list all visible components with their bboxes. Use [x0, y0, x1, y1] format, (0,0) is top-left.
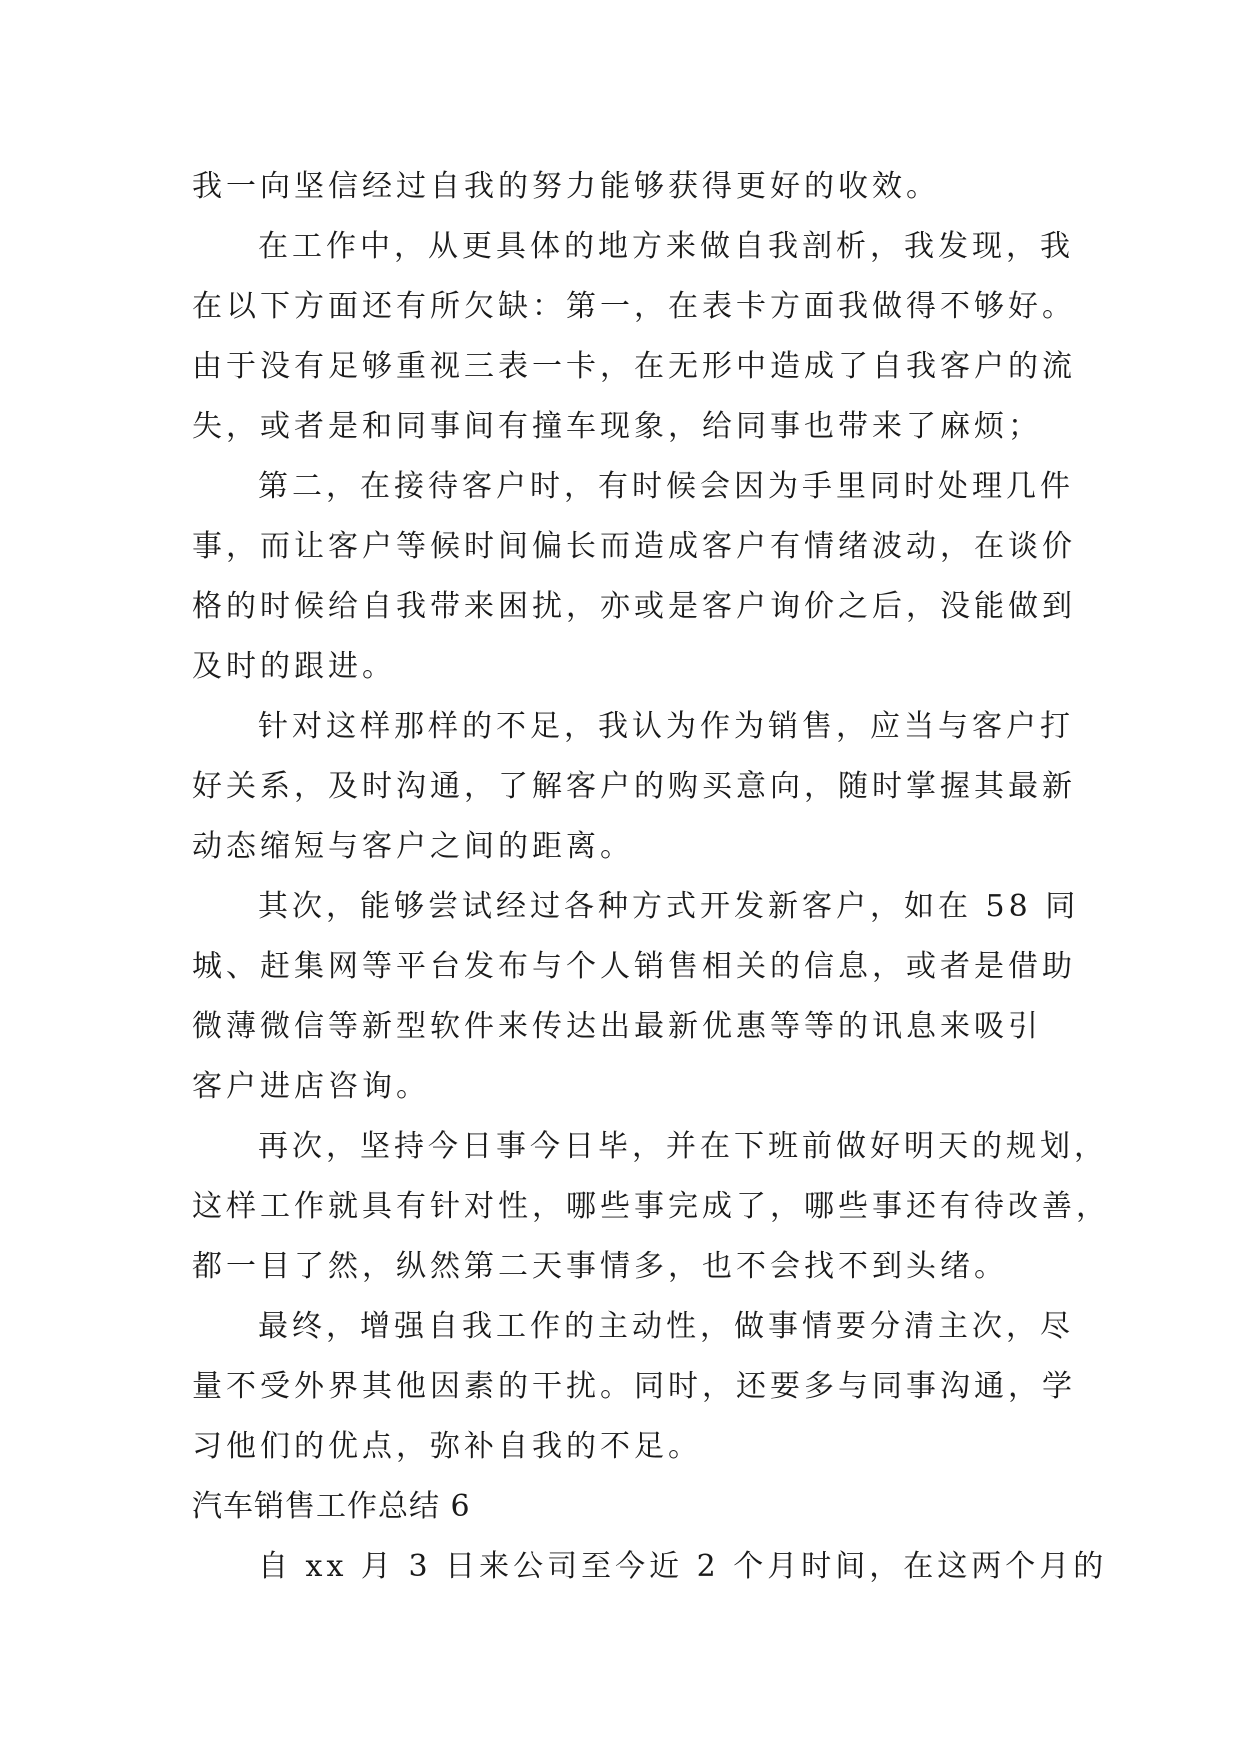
text-line: 格的时候给自我带来困扰，亦或是客户询价之后，没能做到: [192, 589, 1076, 624]
text-line: 这样工作就具有针对性，哪些事完成了，哪些事还有待改善，: [192, 1189, 1110, 1224]
text-line: 量不受外界其他因素的干扰。同时，还要多与同事沟通，学: [192, 1369, 1076, 1404]
text-line: 再次，坚持今日事今日毕，并在下班前做好明天的规划，: [258, 1129, 1108, 1164]
text-line: 微薄微信等新型软件来传达出最新优惠等等的讯息来吸引: [192, 1009, 1042, 1044]
text-line: 好关系，及时沟通，了解客户的购买意向，随时掌握其最新: [192, 769, 1076, 804]
text-line: 最终，增强自我工作的主动性，做事情要分清主次，尽: [258, 1309, 1074, 1344]
text-line: 及时的跟进。: [192, 649, 396, 684]
text-line: 我一向坚信经过自我的努力能够获得更好的收效。: [192, 169, 940, 204]
text-line: 客户进店咨询。: [192, 1069, 430, 1104]
text-line: 事，而让客户等候时间偏长而造成客户有情绪波动，在谈价: [192, 529, 1076, 564]
text-line: 其次，能够尝试经过各种方式开发新客户，如在 58 同: [258, 889, 1080, 924]
text-line: 第二，在接待客户时，有时候会因为手里同时处理几件: [258, 469, 1074, 504]
text-line: 失，或者是和同事间有撞车现象，给同事也带来了麻烦；: [192, 409, 1042, 444]
text-line: 在以下方面还有所欠缺：第一，在表卡方面我做得不够好。: [192, 289, 1076, 324]
text-line: 由于没有足够重视三表一卡，在无形中造成了自我客户的流: [192, 349, 1076, 384]
document-body: [192, 157, 1110, 1597]
text-line: 动态缩短与客户之间的距离。: [192, 829, 634, 864]
text-line: 都一目了然，纵然第二天事情多，也不会找不到头绪。: [192, 1249, 1008, 1284]
text-line: 习他们的优点，弥补自我的不足。: [192, 1429, 702, 1464]
text-line: 城、赶集网等平台发布与个人销售相关的信息，或者是借助: [192, 949, 1076, 984]
text-line: 在工作中，从更具体的地方来做自我剖析，我发现，我: [258, 229, 1074, 264]
text-line: 针对这样那样的不足，我认为作为销售，应当与客户打: [258, 709, 1074, 744]
section-heading: 汽车销售工作总结 6: [192, 1489, 471, 1524]
text-line: 自 xx 月 3 日来公司至今近 2 个月时间，在这两个月的: [258, 1549, 1108, 1584]
